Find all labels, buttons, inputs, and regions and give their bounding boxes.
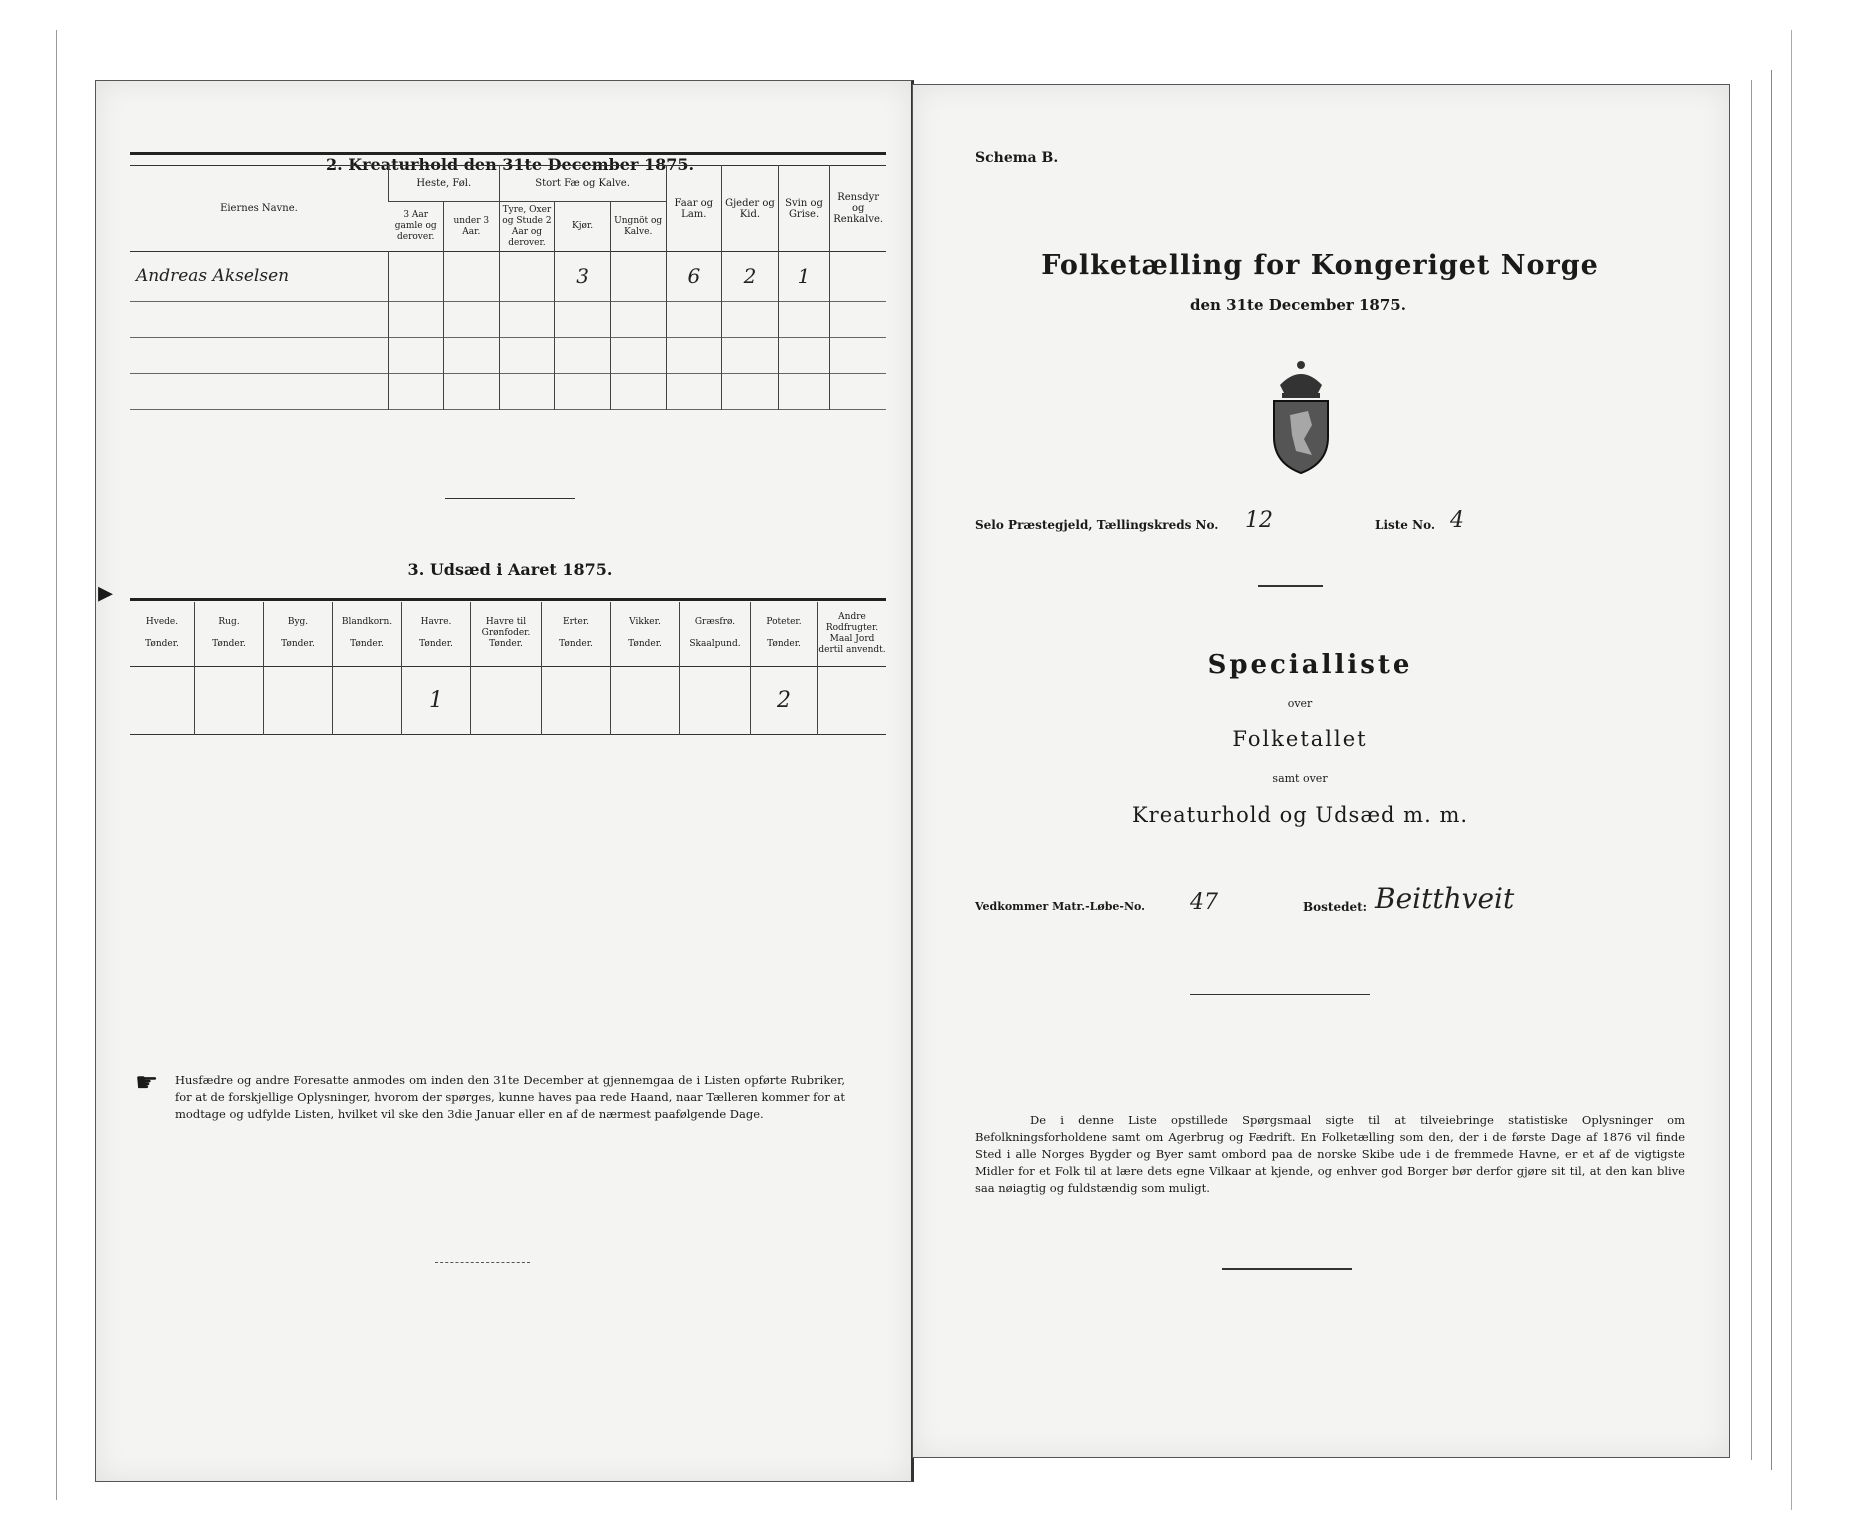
goats-header: Gjeder og Kid. [722, 166, 779, 252]
divider [435, 1262, 530, 1263]
reindeer-header: Rensdyr og Renkalve. [830, 166, 886, 252]
divider [1222, 1268, 1352, 1270]
matr-number: 47 [1190, 890, 1218, 915]
seed-col-header: Byg. Tønder. [264, 602, 333, 666]
cattle-header: Stort Fæ og Kalve. [499, 166, 666, 202]
samt-over-text: samt over [1272, 772, 1328, 785]
cattle-sub2: Kjør. [555, 202, 611, 252]
margin-mark: ▸ [98, 575, 114, 610]
page-edge [1750, 80, 1752, 1460]
owner-name: Andreas Akselsen [136, 266, 290, 286]
havre-value: 1 [402, 666, 471, 734]
seed-col-header: Andre Rodfrugter. Maal Jord dertil anvendt. [818, 602, 887, 666]
notice-text: Husfædre og andre Foresatte anmodes om inden den 31te December at gjennemgaa de i Listen opførte Rubriker, for at de forskjellige Oplysninger, hvorom der spørges, kunne haves paa rede Haand, naar Tælleren kommer for at modtage og udfylde Listen, hvilket vil ske den 3die Januar eller en af de nærmest paafølgende Dage. [175, 1073, 845, 1121]
special-heading: Specialliste [1207, 650, 1413, 680]
table-row [130, 666, 886, 734]
bosted-value: Beitthveit [1375, 882, 1515, 915]
seed-col-header: Græsfrø. Skaalpund. [680, 602, 751, 666]
horses-header: Heste, Føl. [388, 166, 499, 202]
seed-col-header: Poteter. Tønder. [751, 602, 818, 666]
matr-label: Vedkommer Matr.-Løbe-No. [975, 900, 1145, 913]
parish-label: Selo Præstegjeld, Tællingskreds No. [975, 518, 1219, 532]
sheep-value: 6 [666, 252, 722, 302]
seed-col-header: Vikker. Tønder. [611, 602, 680, 666]
seed-title: 3. Udsæd i Aaret 1875. [407, 560, 613, 579]
liste-label: Liste No. [1375, 518, 1436, 532]
table-row [130, 338, 886, 374]
owner-header: Eiernes Navne. [220, 203, 298, 214]
district-number: 12 [1245, 508, 1273, 533]
sheep-header: Faar og Lam. [666, 166, 722, 252]
horses-sub1: 3 Aar gamle og derover. [394, 210, 437, 242]
rule [130, 598, 886, 601]
cows-value: 3 [555, 252, 611, 302]
seed-col-header: Havre til Grønfoder. Tønder. [471, 602, 542, 666]
page-edge [1790, 30, 1792, 1510]
horses-sub2: under 3 Aar. [444, 202, 500, 252]
pigs-value: 1 [778, 252, 830, 302]
divider [1258, 585, 1323, 587]
liste-number: 4 [1450, 508, 1464, 533]
bosted-label: Bostedet: [1303, 900, 1368, 914]
seed-col-header: Havre. Tønder. [402, 602, 471, 666]
main-title: Folketælling for Kongeriget Norge [1041, 250, 1599, 281]
seed-col-header: Erter. Tønder. [542, 602, 611, 666]
table-row [130, 252, 886, 302]
cattle-sub3: Ungnöt og Kalve. [610, 202, 666, 252]
livestock-table [130, 165, 886, 410]
folketallet-heading: Folketallet [1232, 727, 1368, 751]
schema-label: Schema B. [975, 150, 1059, 166]
over-text: over [1287, 697, 1313, 710]
kreatur-heading: Kreaturhold og Udsæd m. m. [1131, 803, 1469, 827]
pointing-hand-icon: ☛ [135, 1068, 159, 1098]
info-paragraph: De i denne Liste opstillede Spørgsmaal sigte til at tilveiebringe statistiske Oplysninger om Befolkningsforholdene samt om Agerbrug og Fædrift. En Folketælling som den, der i de første Dage af 1876 vil finde Sted i alle Norges Bygder og Byer samt ombord paa de norske Skibe ude i de fremmede Havne, er et af de vigtigste Midler for et Folk til at lære dets egne Vilkaar at kjende, og enhver god Borger bør derfor gjøre sit til, at den kan blive saa nøiagtig og fuldstændig som muligt. [975, 1113, 1685, 1195]
cattle-sub1: Tyre, Oxer og Stude 2 Aar og derover. [499, 202, 555, 252]
table-row [130, 374, 886, 410]
poteter-value: 2 [751, 666, 818, 734]
divider [445, 498, 575, 499]
main-subtitle: den 31te December 1875. [1190, 296, 1406, 314]
pigs-header: Svin og Grise. [778, 166, 830, 252]
rule [130, 152, 886, 155]
seed-col-header: Rug. Tønder. [195, 602, 264, 666]
goats-value: 2 [722, 252, 779, 302]
table-row [130, 302, 886, 338]
coat-of-arms-icon [1260, 355, 1342, 475]
livestock-title: 2. Kreaturhold den 31te December 1875. [325, 155, 695, 174]
page-edge [1770, 70, 1772, 1470]
seed-col-header: Blandkorn. Tønder. [333, 602, 402, 666]
seed-col-header: Hvede. Tønder. [145, 617, 179, 650]
divider [1190, 994, 1370, 995]
right-page [912, 84, 1730, 1458]
seed-table [130, 602, 886, 735]
page-edge [55, 30, 57, 1500]
